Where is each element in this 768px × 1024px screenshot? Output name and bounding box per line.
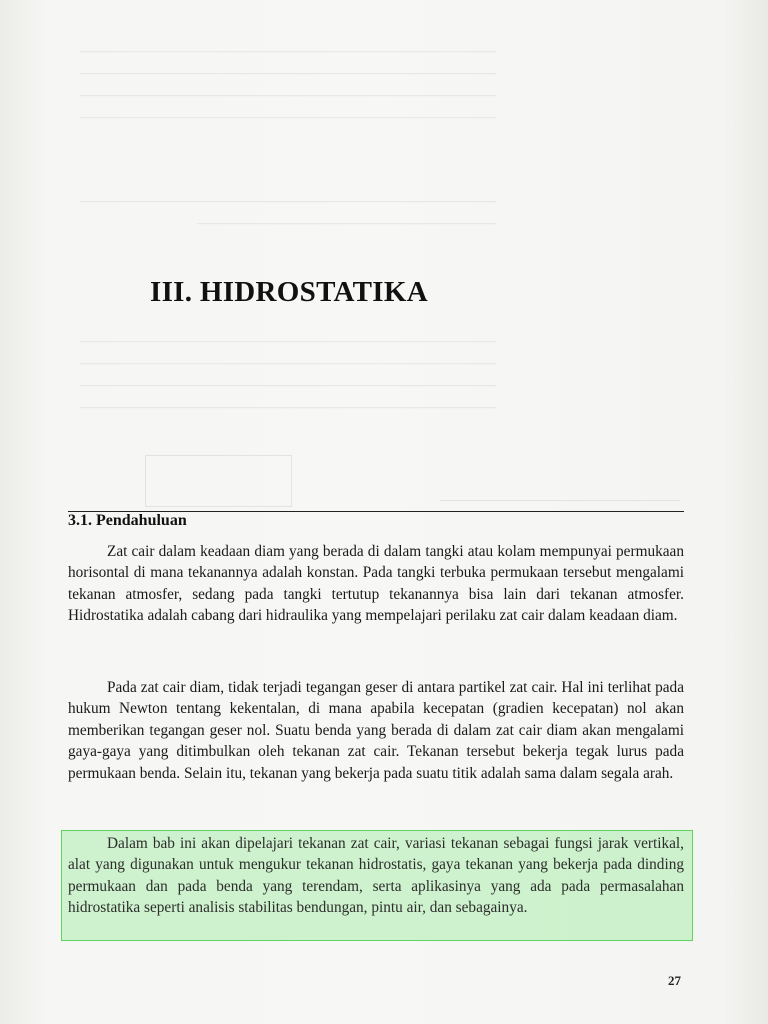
section-heading: 3.1. Pendahuluan <box>68 512 187 529</box>
paragraph-shear-stress: Pada zat cair diam, tidak terjadi tegangan geser di antara partikel zat cair. Hal ini terlihat pada hukum Newton tentang kekentalan, di mana apabila kecepatan (gradien kecepatan) nol akan memberikan tegangan geser nol. Suatu benda yang berada di dalam zat cair diam akan mengalami gaya-gaya yang ditimbulkan oleh tekanan zat cair. Tekanan tersebut bekerja tegak lurus pada permukaan benda. Selain itu, tekanan yang bekerja pada suatu titik adalah sama dalam segala arah. <box>68 679 684 782</box>
chapter-title: III. HIDROSTATIKA <box>150 276 428 308</box>
page-number: 27 <box>668 973 681 988</box>
paragraph-intro: Zat cair dalam keadaan diam yang berada di dalam tangki atau kolam mempunyai permukaan horisontal di mana tekanannya adalah konstan. Pada tangki terbuka permukaan tersebut mengalami tekanan atmosfer, sedang pada tangki tertutup tekanannya bisa lain dari tekanan atmosfer. Hidrostatika adalah cabang dari hidraulika yang mempelajari perilaku zat cair dalam keadaan diam. <box>68 543 684 625</box>
paragraph-chapter-scope: Dalam bab ini akan dipelajari tekanan zat cair, variasi tekanan sebagai fungsi jarak vertikal, alat yang digunakan untuk mengukur tekanan hidrostatis, gaya tekanan yang bekerja pada dinding permukaan dan pada benda yang terendam, serta aplikasinya yang ada pada permasalahan hidrostatika seperti analisis stabilitas bendungan, pintu air, dan sebagainya. <box>68 835 684 917</box>
reverse-side-figure-outline <box>145 455 292 507</box>
reverse-side-bleed-through: ———————————————————————————————— ———————————————————————————————— ———————————————————————————————— ———————————————————————————————— <box>80 43 496 124</box>
reverse-side-bleed-through: ———————————————————————————————— ——————————————————————— <box>80 193 496 230</box>
reverse-side-bleed-through: ———————————————————————————————— ———————————————————————————————— ———————————————————————————————— ———————————————————————————————— <box>80 333 496 414</box>
reverse-side-figure-outline <box>440 470 680 501</box>
